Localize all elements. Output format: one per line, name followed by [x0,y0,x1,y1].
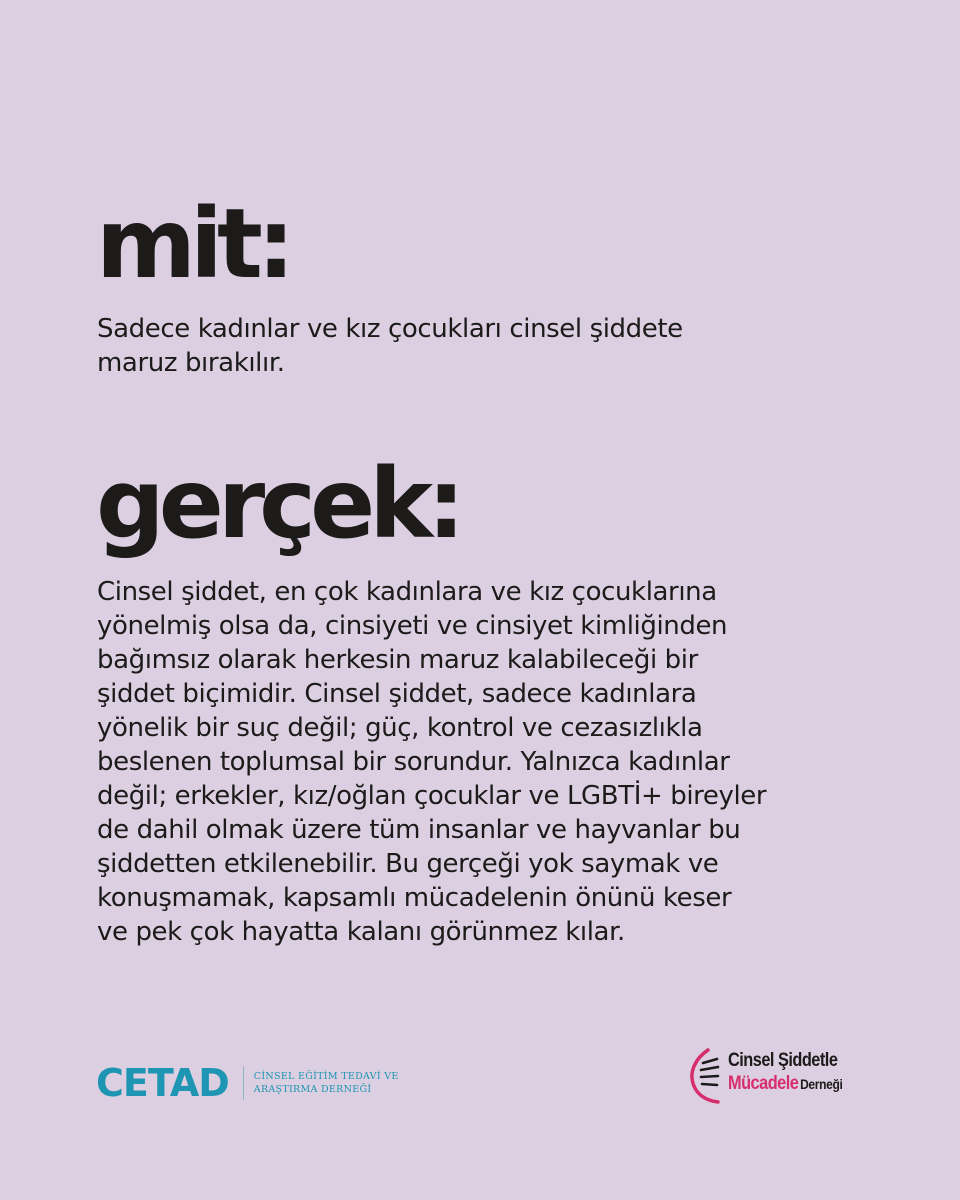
fact-line: beslenen toplumsal bir sorundur. Yalnızca kadınlar [97,747,730,777]
csmd-logo [684,1046,864,1106]
csmd-logo-brand: Mücadele [728,1073,799,1094]
fact-heading: gerçek: [96,448,460,560]
cetad-logo-divider [243,1066,244,1100]
csmd-logo-line2 [728,1073,842,1095]
fact-line: şiddetten etkilenebilir. Bu gerçeği yok saymak ve [97,849,719,879]
fact-line: yönelik bir suç değil; güç, kontrol ve cezasızlıkla [97,713,703,743]
fact-line: konuşmamak, kapsamlı mücadelenin önünü keser [97,883,732,913]
myth-statement [97,312,877,380]
cetad-logo-subtitle [254,1070,399,1096]
fact-line: bağımsız olarak herkesin maruz kalabileceği bir [97,645,698,675]
cetad-subtitle-line: ARAŞTIRMA DERNEĞİ [253,1084,372,1095]
fact-line: ve pek çok hayatta kalanı görünmez kılar. [97,917,625,947]
fact-statement [97,575,877,949]
fact-line: yönelmiş olsa da, cinsiyeti ve cinsiyet kimliğinden [97,611,728,641]
cetad-logo-wordmark: CETAD [96,1061,229,1105]
fact-line: de dahil olmak üzere tüm insanlar ve hayvanlar bu [97,815,741,845]
myth-line: maruz bırakılır. [97,348,285,378]
myth-heading: mit: [96,188,290,300]
cetad-subtitle-line: CİNSEL EĞİTİM TEDAVİ VE [253,1071,399,1082]
cetad-logo [96,1062,399,1104]
csmd-logo-mark-icon [684,1046,724,1106]
fact-line: Cinsel şiddet, en çok kadınlara ve kız çocuklarına [97,577,717,607]
csmd-logo-line1: Cinsel Şiddetle [728,1050,838,1071]
csmd-logo-suffix: Derneği [800,1076,843,1092]
myth-line: Sadece kadınlar ve kız çocukları cinsel şiddete [97,314,683,344]
fact-line: şiddet biçimidir. Cinsel şiddet, sadece kadınlara [97,679,697,709]
fact-line: değil; erkekler, kız/oğlan çocuklar ve LGBTİ+ bireyler [97,781,767,811]
